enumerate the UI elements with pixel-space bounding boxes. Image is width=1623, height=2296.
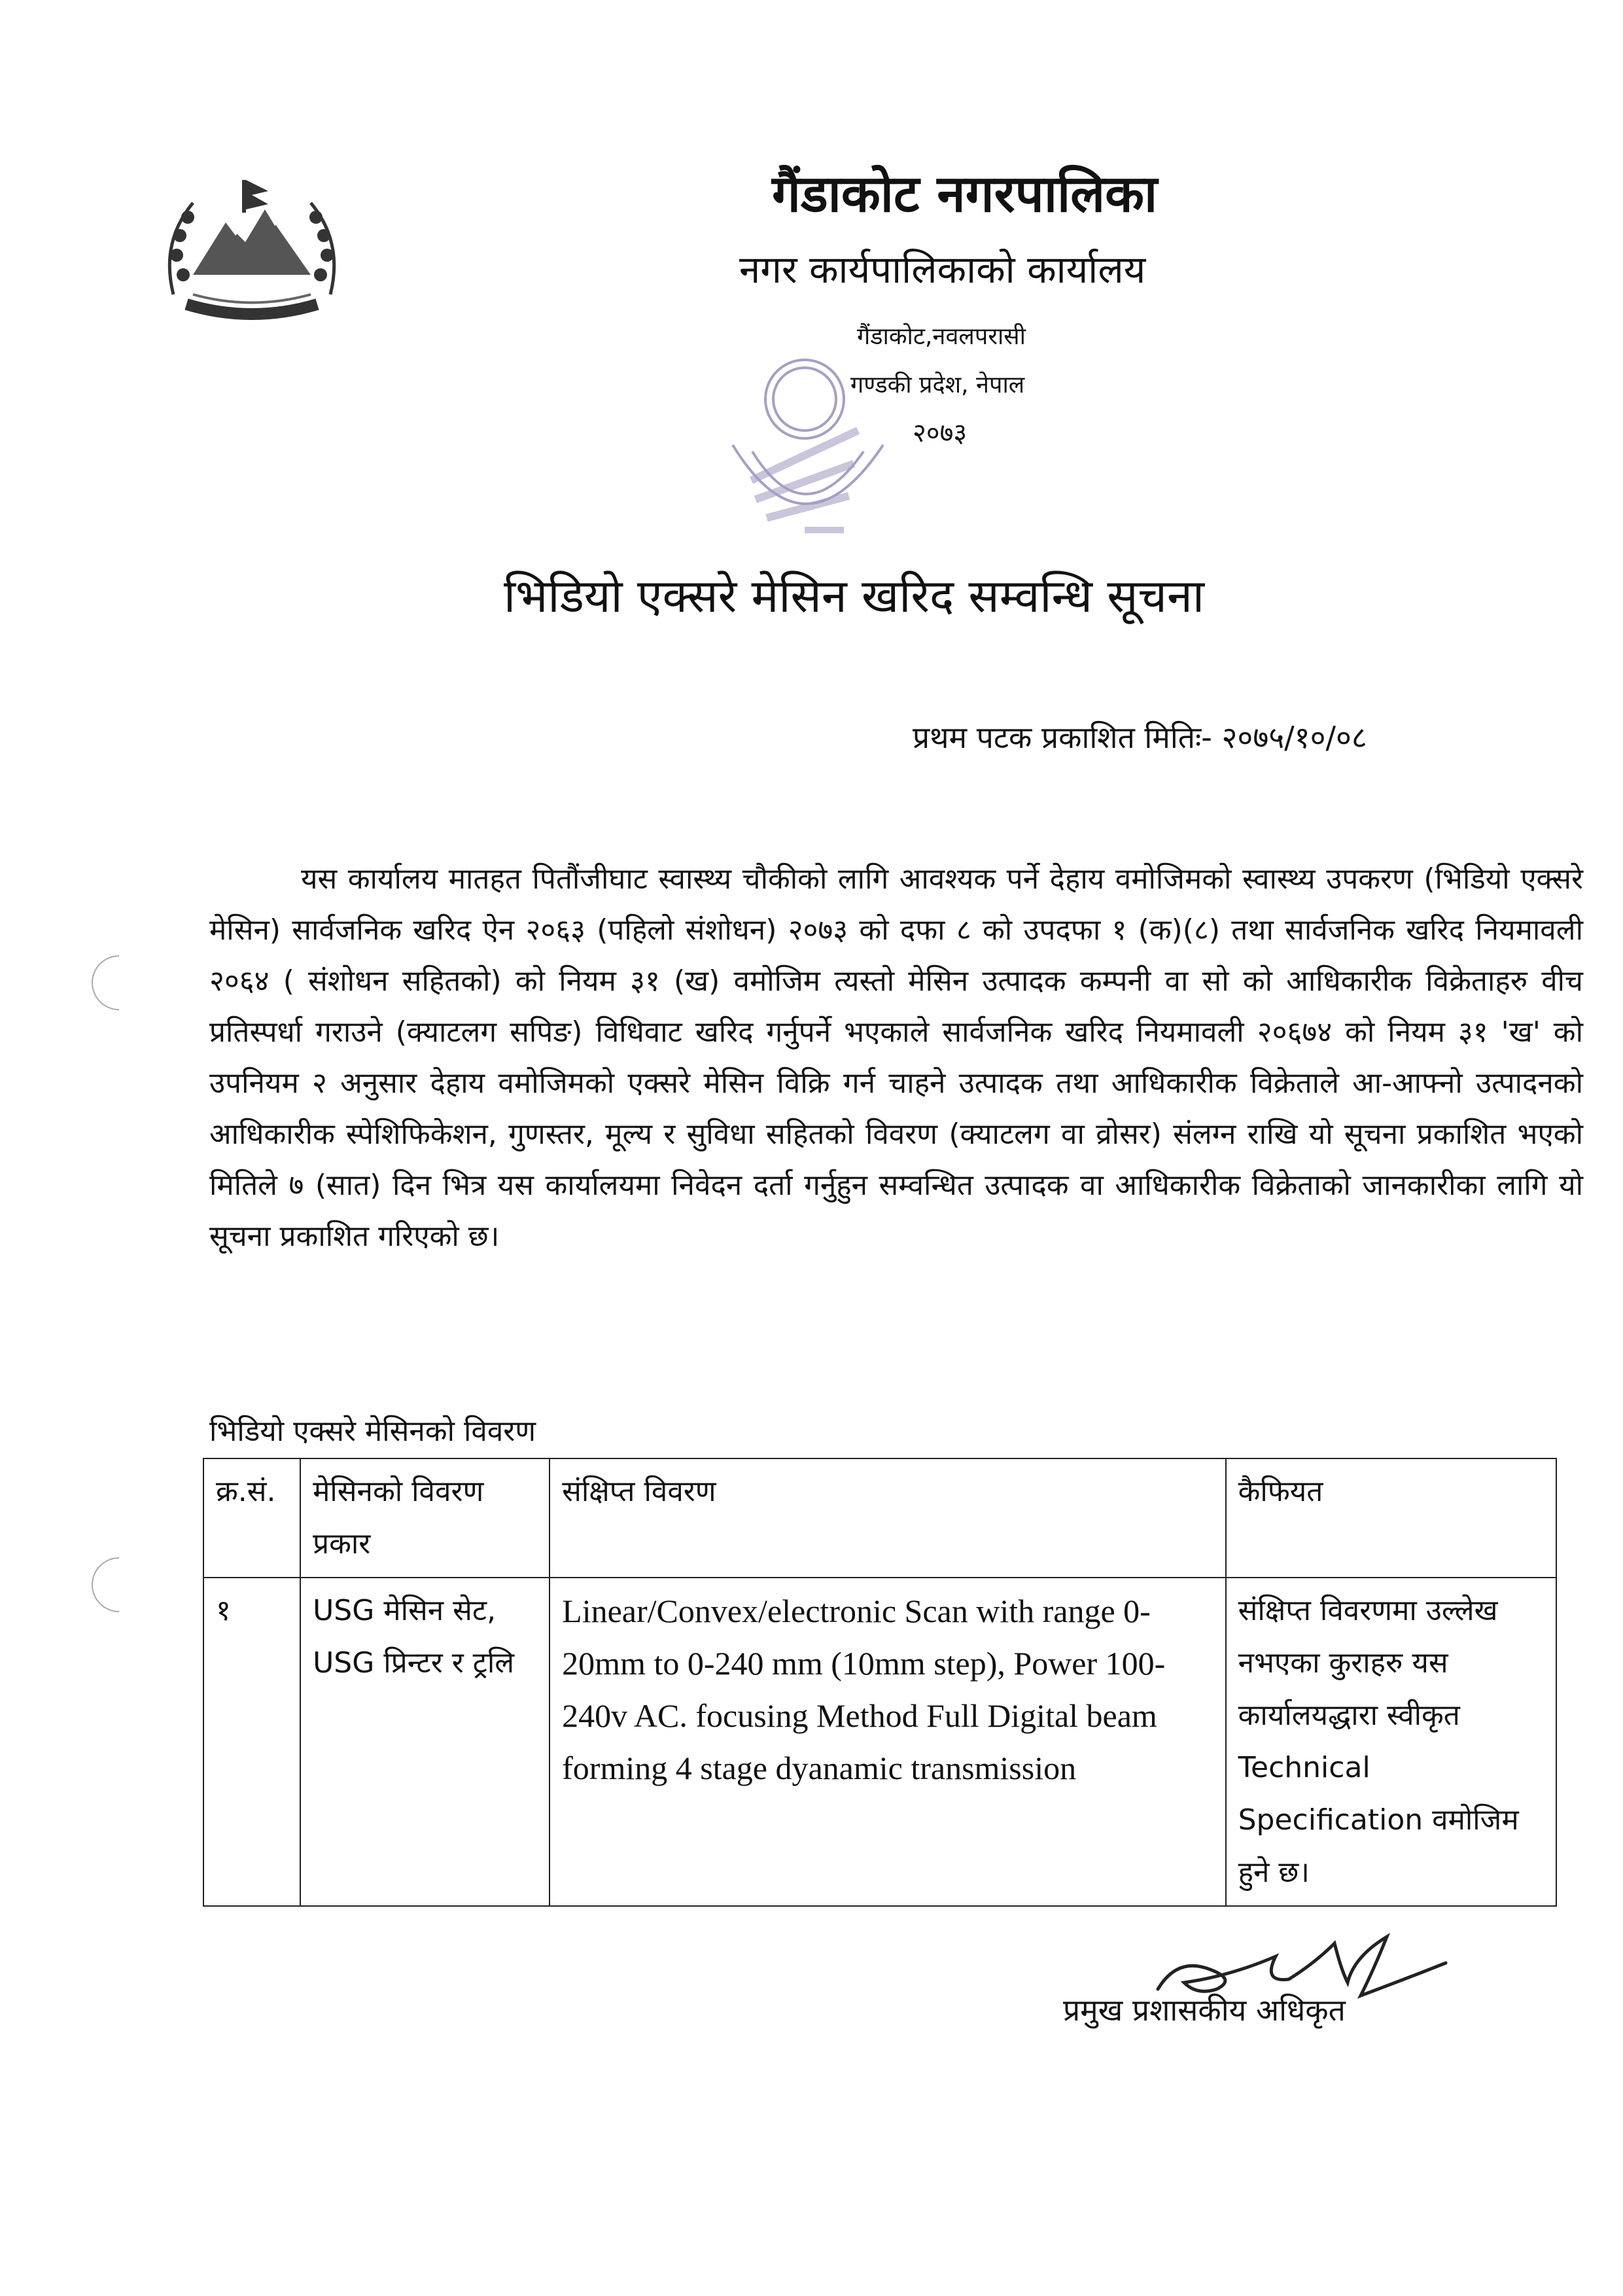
signatory-title: प्रमुख प्रशासकीय अधिकृत [1063, 1992, 1346, 2028]
notice-title: भिडियो एक्सरे मेसिन खरिद सम्वन्धि सूचना [504, 569, 1204, 623]
government-emblem-icon [147, 164, 357, 334]
office-name: नगर कार्यपालिकाको कार्यालय [739, 247, 1146, 292]
table-row [203, 1578, 1556, 1906]
cell-remarks: संक्षिप्त विवरणमा उल्लेख नभएका कुराहरु यस कार्यालयद्धारा स्वीकृत Technical Specification वमोजिम हुने छ। [1226, 1578, 1556, 1906]
notice-body: यस कार्यालय मातहत पितौंजीघाट स्वास्थ्य चौकीको लागि आवश्यक पर्ने देहाय वमोजिमको स्वास्थ्य उपकरण (भिडियो एक्सरे मेसिन) सार्वजनिक खरिद ऐन २०६३ (पहिलो संशोधन) २०७३ को दफा ८ को उपदफा १ (क)(८) तथा सार्वजनिक खरिद नियमावली २०६४ ( संशोधन सहितको) को नियम ३१ (ख) वमोजिम त्यस्तो मेसिन उत्पादक कम्पनी वा सो को आधिकारीक विक्रेताहरु वीच प्रतिस्पर्धा गराउने (क्याटलग सपिङ) विधिवाट खरिद गर्नुपर्ने भएकाले सार्वजनिक खरिद नियमावली २०६७४ को नियम ३१ 'ख' को उपनियम २ अनुसार देहाय वमोजिमको एक्सरे मेसिन विक्रि गर्न चाहने उत्पादक तथा आधिकारीक विक्रेताले आ-आफ्नो उत्पादनको आधिकारीक स्पेशिफिकेशन, गुणस्तर, मूल्य र सुविधा सहितको विवरण (क्याटलग वा व्रोसर) संलग्न राखि यो सूचना प्रकाशित भएको मितिले ७ (सात) दिन भित्र यस कार्यालयमा निवेदन दर्ता गर्नुहुन सम्वन्धित उत्पादक वा आधिकारीक विक्रेताको जानकारीका लागि यो सूचना प्रकाशित गरिएको छ। [209, 862, 1583, 1253]
office-stamp-icon [707, 327, 903, 563]
header-machine: मेसिनको विवरण प्रकार [300, 1458, 550, 1578]
address-line-2: गण्डकी प्रदेश, नेपाल [850, 372, 1025, 398]
office-year: २०७३ [913, 418, 968, 448]
cell-serial: १ [203, 1578, 300, 1906]
published-date: प्रथम पटक प्रकाशित मितिः- २०७५/१०/०८ [913, 720, 1367, 755]
punch-hole-mark [80, 1546, 158, 1624]
header-serial: क्र.सं. [203, 1458, 300, 1578]
cell-description: Linear/Convex/electronic Scan with range 0-20mm to 0-240 mm (10mm step), Power 100-240v AC. focusing Method Full Digital beam forming 4 stage dyanamic transmission [550, 1578, 1225, 1906]
punch-hole-mark [80, 944, 158, 1022]
org-name: गैंडाकोट नगरपालिका [772, 165, 1158, 224]
table-caption: भिडियो एक्सरे मेसिनको विवरण [209, 1415, 536, 1448]
table-header-row [203, 1458, 1556, 1578]
address-line-1: गैंडाकोट,नवलपरासी [857, 323, 1026, 350]
header-description: संक्षिप्त विवरण [550, 1458, 1225, 1578]
header-remarks: कैफियत [1226, 1458, 1556, 1578]
cell-machine: USG मेसिन सेट, USG प्रिन्टर र ट्रलि [300, 1578, 550, 1906]
spec-table [203, 1458, 1557, 1907]
